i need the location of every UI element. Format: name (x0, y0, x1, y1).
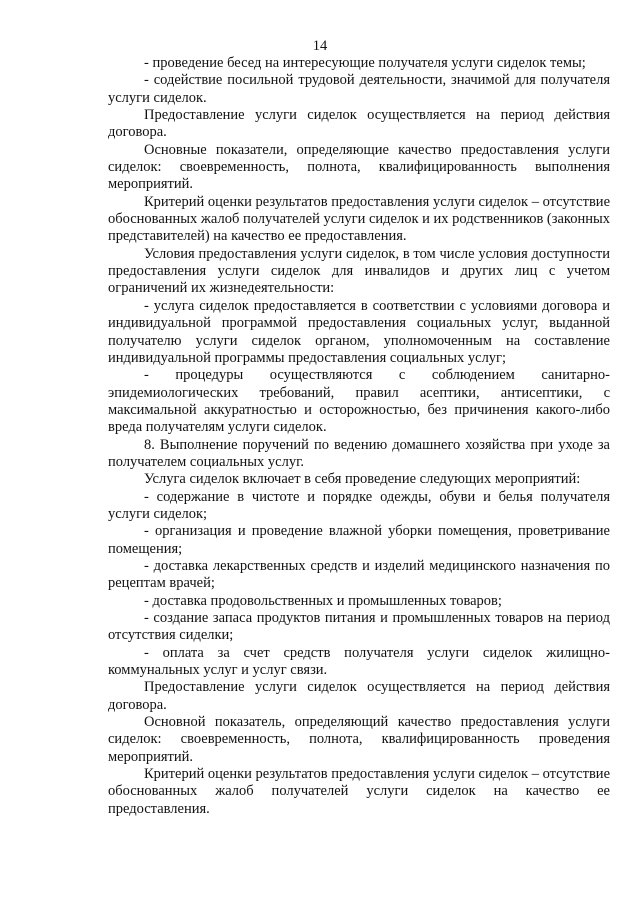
paragraph: Основные показатели, определяющие качество предоставления услуги сиделок: своевременность, полнота, квалифицированность выполнения мероприятий. (108, 141, 610, 193)
paragraph: - организация и проведение влажной уборки помещения, проветривание помещения; (108, 523, 610, 557)
paragraph: Условия предоставления услуги сиделок, в том числе условия доступности предоставления услуги сиделок для инвалидов и других лиц с учетом ограничений их жизнедеятельности: (108, 245, 610, 297)
paragraph: 8. Выполнение поручений по ведению домашнего хозяйства при уходе за получателем социальных услуг. (108, 436, 610, 470)
paragraph: Услуга сиделок включает в себя проведение следующих мероприятий: (144, 471, 581, 488)
paragraph: Предоставление услуги сиделок осуществляется на период действия договора. (108, 679, 610, 713)
document-body (108, 55, 610, 818)
paragraph: Критерий оценки результатов предоставления услуги сиделок – отсутствие обоснованных жалоб получателей услуги сиделок и их родственников (законных представителей) на качество ее предоставления. (108, 193, 610, 245)
paragraph: Критерий оценки результатов предоставления услуги сиделок – отсутствие обоснованных жалоб получателей услуги сиделок на качество ее предоставления. (108, 766, 610, 817)
paragraph: - доставка лекарственных средств и изделий медицинского назначения по рецептам врачей; (108, 557, 610, 592)
paragraph: - оплата за счет средств получателя услуги сиделок жилищно-коммунальных услуг и услуг связи. (108, 644, 610, 679)
paragraph: Основной показатель, определяющий качество предоставления услуги сиделок: своевременность, полнота, квалифицированность проведения мероприятий. (108, 714, 610, 765)
paragraph: - процедуры осуществляются с соблюдением санитарно-эпидемиологических требований, правил асептики, антисептики, с максимальной аккуратностью и осторожностью, без причинения какого-либо вреда получателям услуги сиделок. (108, 367, 610, 436)
paragraph: - доставка продовольственных и промышленных товаров; (144, 592, 502, 609)
paragraph: - содействие посильной трудовой деятельности, значимой для получателя услуги сиделок. (108, 72, 610, 106)
paragraph: Предоставление услуги сиделок осуществляется на период действия договора. (108, 107, 610, 141)
paragraph: - услуга сиделок предоставляется в соответствии с условиями договора и индивидуальной программой предоставления социальных услуг, выданной получателю услуги сиделок органом, уполномоченным на составление индивидуальной программы предоставления социальных услуг; (108, 297, 610, 366)
paragraph: - содержание в чистоте и порядке одежды, обуви и белья получателя услуги сиделок; (108, 488, 610, 522)
paragraph: - проведение бесед на интересующие получателя услуги сиделок темы; (144, 55, 586, 71)
paragraph: - создание запаса продуктов питания и промышленных товаров на период отсутствия сиделки; (108, 610, 610, 644)
page-number: 14 (312, 38, 328, 54)
